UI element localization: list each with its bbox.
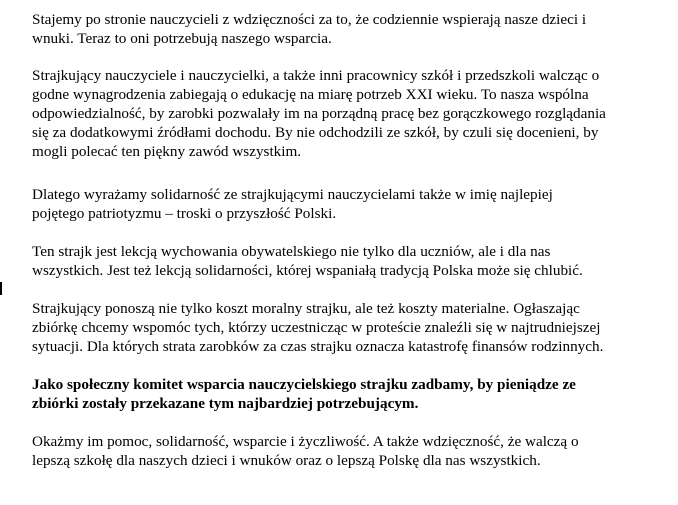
paragraph-civic-lesson: Ten strajk jest lekcją wychowania obywatelskiego nie tylko dla uczniów, ale i dla nas wszystkich. Jest też lekcją solidarności, której wspaniałą tradycją Polska może się chlubić. <box>32 243 583 279</box>
document-body <box>32 10 652 470</box>
paragraph-solidarity: Dlatego wyrażamy solidarność ze strajkującymi nauczycielami także w imię najlepiej pojętego patriotyzmu – troski o przyszłość Polski. <box>32 186 553 222</box>
paragraph-gratitude: Stajemy po stronie nauczycieli z wdzięczności za to, że codziennie wspierają nasze dzieci i wnuki. Teraz to oni potrzebują naszego wsparcia. <box>32 11 587 47</box>
paragraph-committee-pledge: Jako społeczny komitet wsparcia nauczycielskiego strajku zadbamy, by pieniądze ze zbiórki zostały przekazane tym najbardziej potrzebującym. <box>32 376 576 412</box>
text-cursor-mark <box>0 282 2 295</box>
paragraph-closing-appeal: Okażmy im pomoc, solidarność, wsparcie i życzliwość. A także wdzięczność, że walczą o lepszą szkołę dla naszych dzieci i wnuków oraz o lepszą Polskę dla nas wszystkich. <box>32 433 579 469</box>
paragraph-striking-teachers: Strajkujący nauczyciele i nauczycielki, a także inni pracownicy szkół i przedszkoli walcząc o godne wynagrodzenia zabiegają o edukację na miarę potrzeb XXI wieku. To nasza wspólna odpowiedzialność, by zarobki pozwalały im na porządną pracę bez gorączkowego rozglądania się za dodatkowymi źródłami dochodu. By nie odchodzili ze szkół, by czuli się docenieni, by mogli polecać ten piękny zawód wszystkim. <box>32 67 606 160</box>
paragraph-costs: Strajkujący ponoszą nie tylko koszt moralny strajku, ale też koszty materialne. Ogłaszając zbiórkę chcemy wspomóc tych, którzy uczestnicząc w proteście znaleźli się w najtrudniejszej sytuacji. Dla których strata zarobków za czas strajku oznacza katastrofę finansów rodzinnych. <box>32 300 604 355</box>
